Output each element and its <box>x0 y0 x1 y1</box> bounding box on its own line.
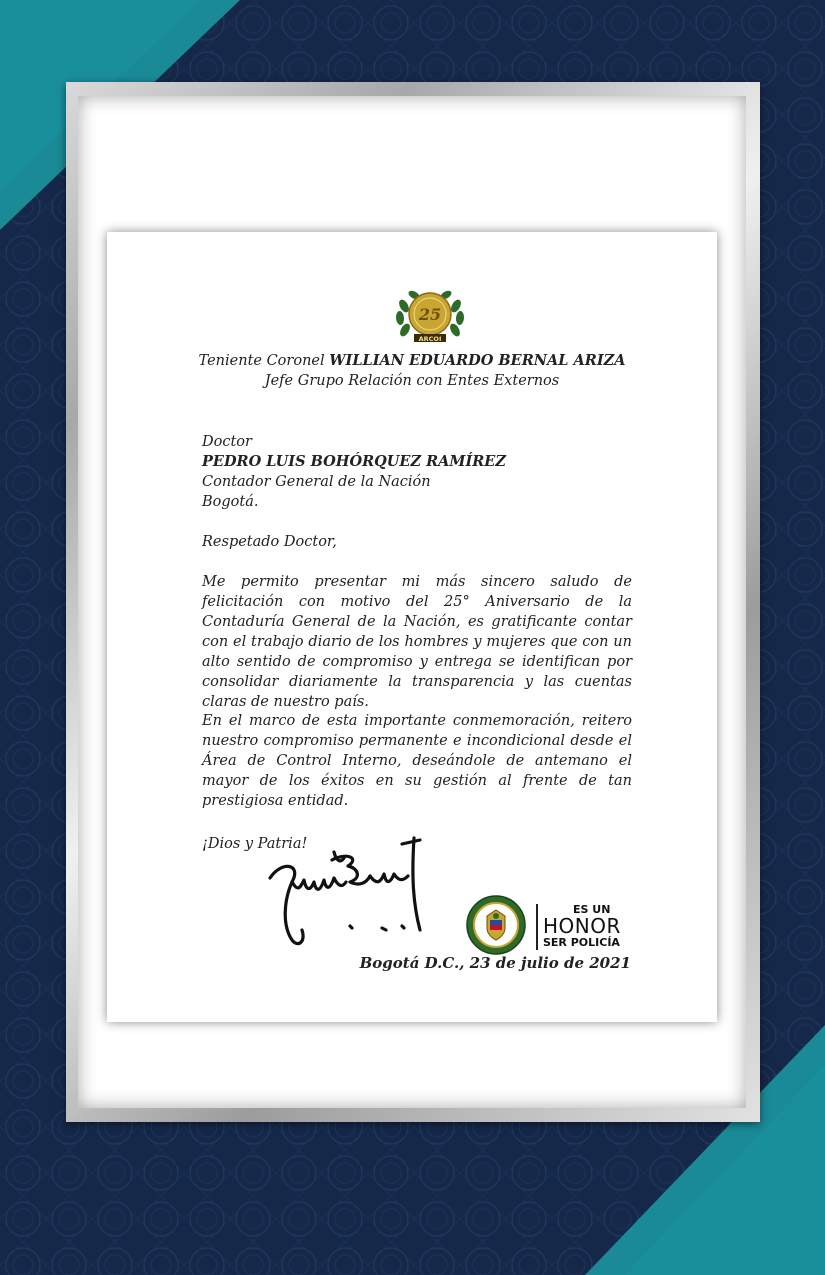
greeting: Respetado Doctor, <box>202 534 337 550</box>
svg-text:25: 25 <box>418 305 442 324</box>
body-paragraph-1: Me permito presentar mi más sincero saludo de felicitación con motivo del 25° Aniversario de la Contaduría General de la Nación, es gratificante contar con el trabajo diario de los hombres y mujeres que con un alto sentido de compromiso y entrega se identifican por consolidar diariamente la transparencia y las cuentas claras de nuestro país. <box>202 574 632 710</box>
slogan-line-2: HONOR <box>543 914 621 938</box>
slogan-divider <box>536 904 538 950</box>
letter-page <box>107 232 717 1022</box>
policia-seal-icon <box>465 894 527 956</box>
letter-date: Bogotá D.C., 23 de julio de 2021 <box>359 954 631 972</box>
author-name-line <box>107 352 717 369</box>
author-position: Jefe Grupo Relación con Entes Externos <box>264 373 560 389</box>
body-paragraph-2: En el marco de esta importante conmemoración, reitero nuestro compromiso permanente e incondicional desde el Área de Control Interno, deseándole de antemano el mayor de los éxitos en su gestión al frente de tan prestigiosa entidad. <box>202 713 632 809</box>
recipient-city: Bogotá. <box>202 494 259 510</box>
signature <box>262 830 432 955</box>
slogan-line-3: SER POLICÍA <box>543 936 620 949</box>
recipient-block <box>202 432 632 512</box>
slogan-line-1: ES UN <box>573 903 611 916</box>
closing: ¡Dios y Patria! <box>202 836 308 852</box>
author-rank: Teniente Coronel <box>198 353 325 369</box>
recipient-name: PEDRO LUIS BOHÓRQUEZ RAMÍREZ <box>202 453 506 470</box>
author-name: WILLIAN EDUARDO BERNAL ARIZA <box>329 352 626 369</box>
recipient-role: Contador General de la Nación <box>202 474 431 490</box>
recipient-title: Doctor <box>202 434 252 450</box>
arcoi-emblem-icon <box>394 286 466 344</box>
slogan-logo <box>543 904 643 949</box>
svg-text:ARCOI: ARCOI <box>418 335 442 343</box>
